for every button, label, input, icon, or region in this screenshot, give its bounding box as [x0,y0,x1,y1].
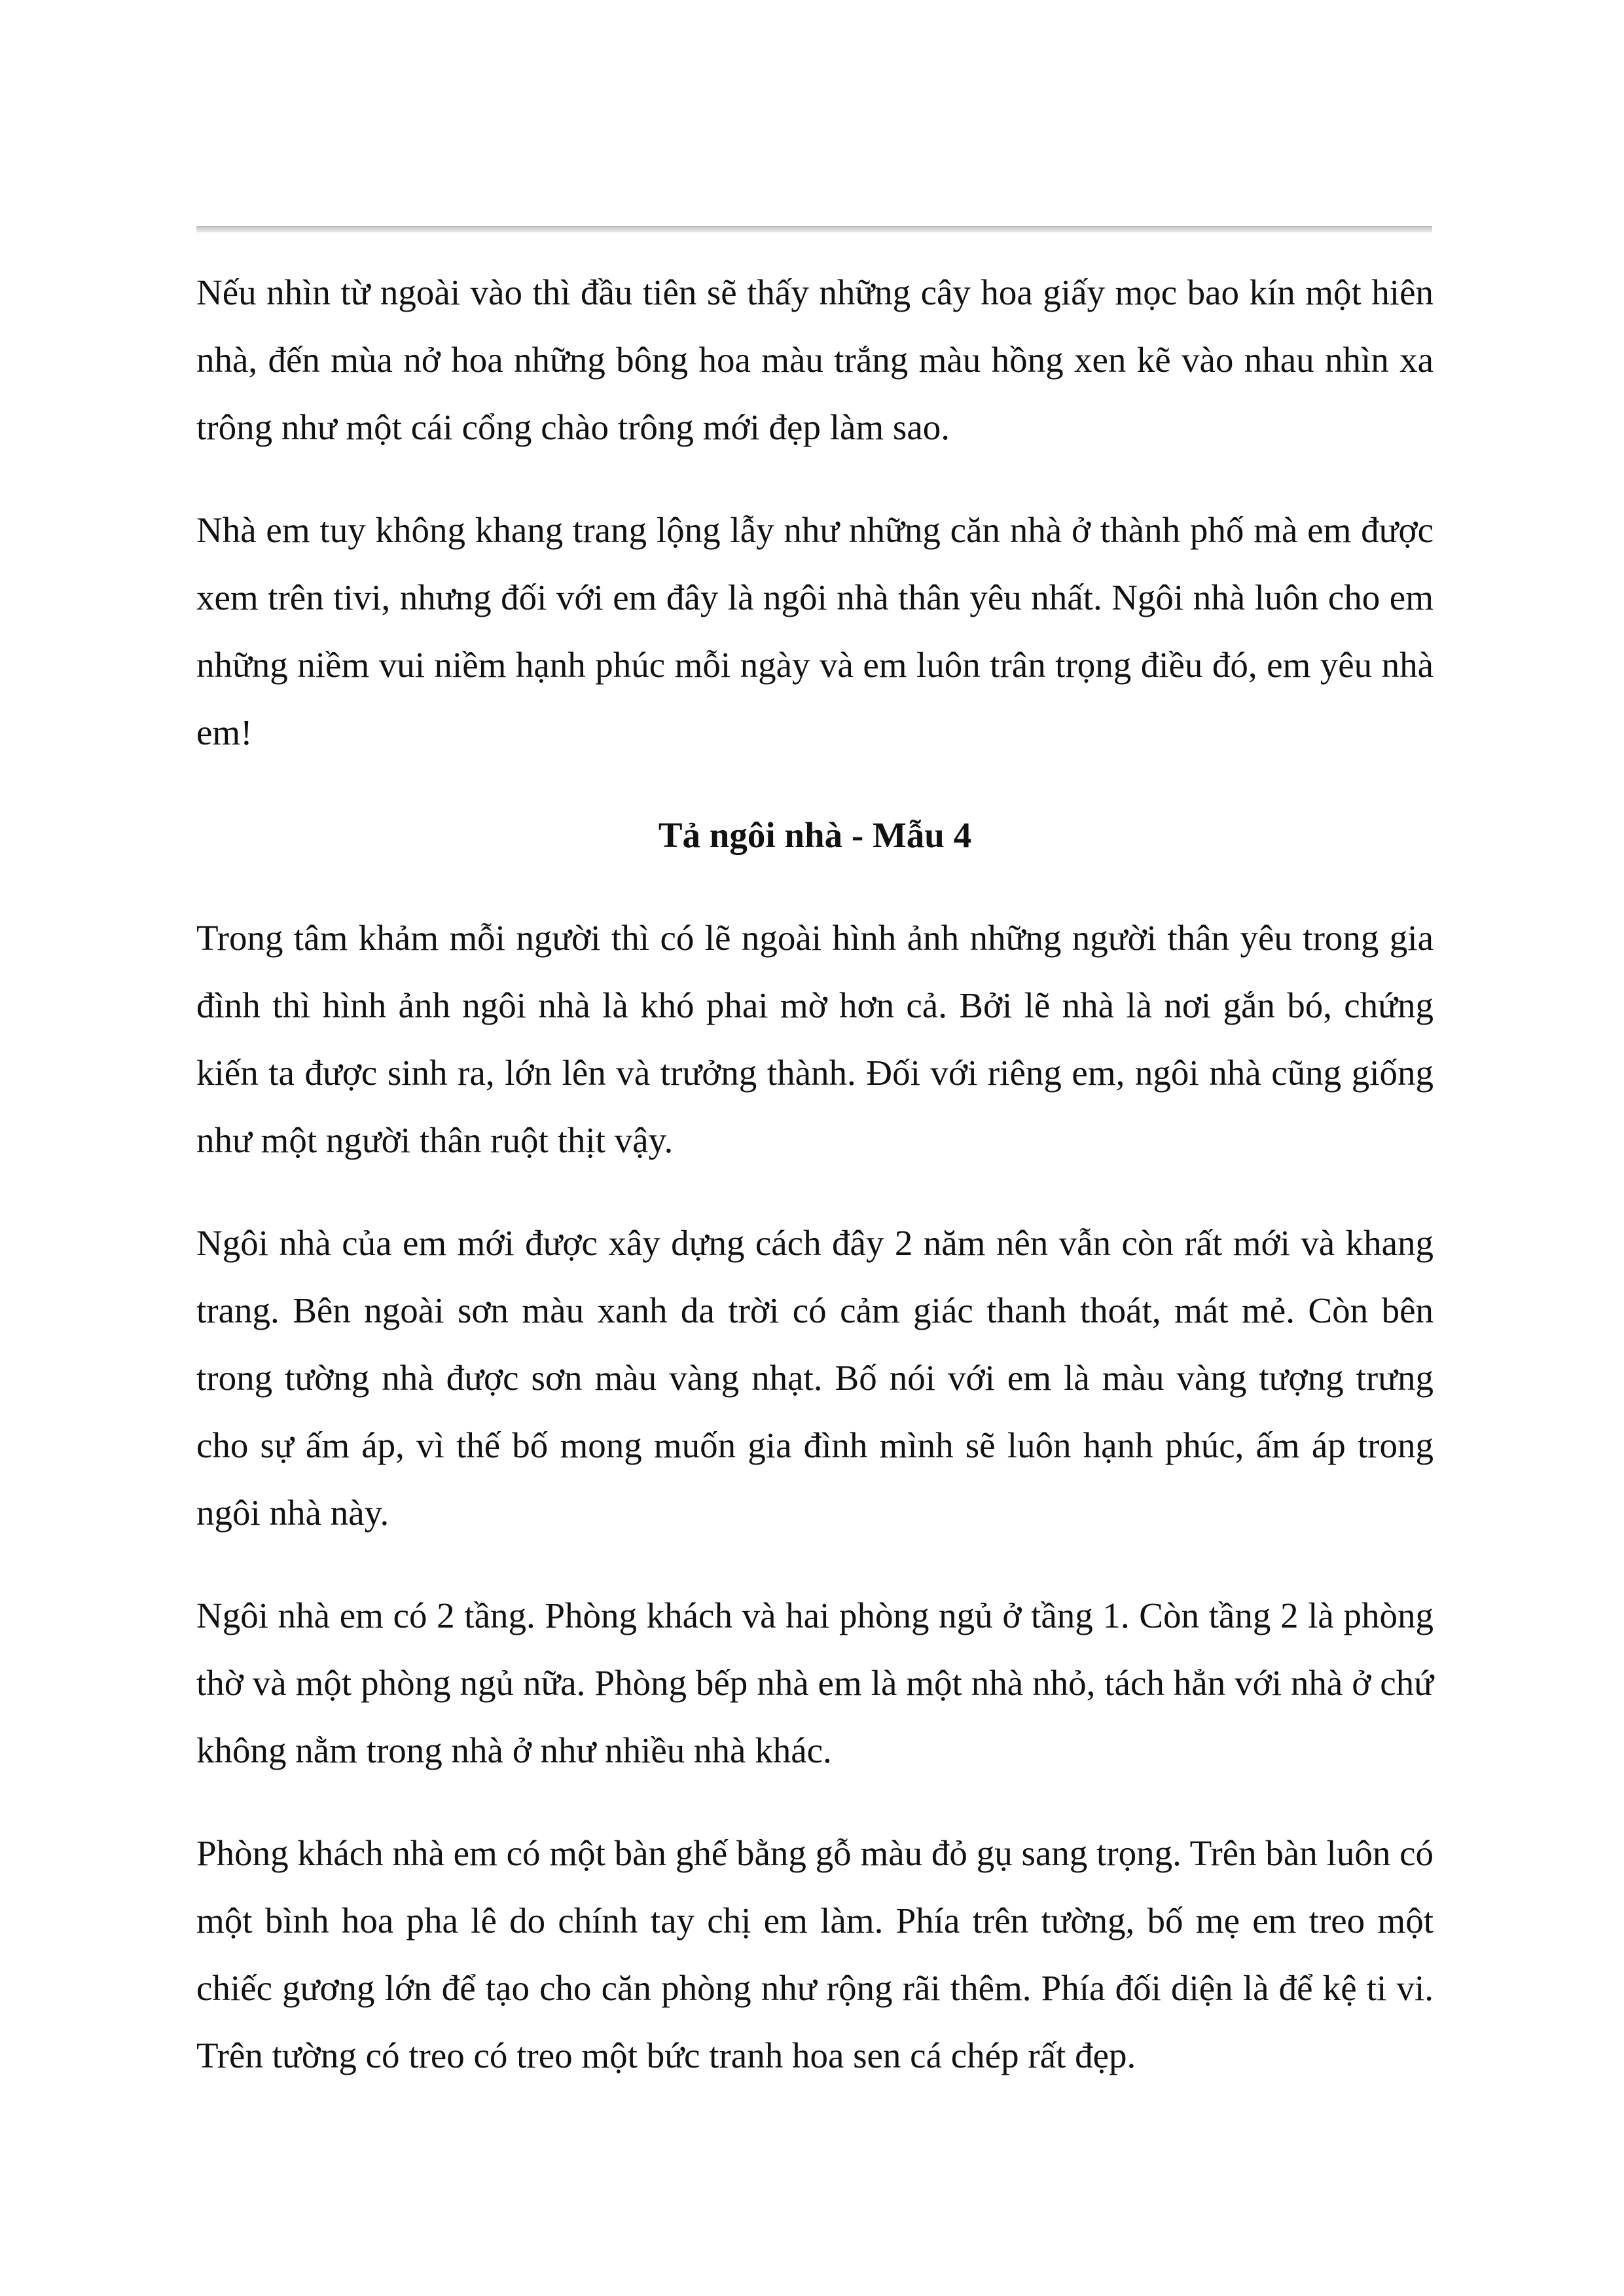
section-heading: Tả ngôi nhà - Mẫu 4 [658,815,972,855]
paragraph-tam-kham: Trong tâm khảm mỗi người thì có lẽ ngoài hình ảnh những người thân yêu trong gia đình thì hình ảnh ngôi nhà là khó phai mờ hơn cả. Bởi lẽ nhà là nơi gắn bó, chứng kiến ta được sinh ra, lớn lên và trưởng thành. Đối với riêng em, ngôi nhà cũng giống như một người thân ruột thịt vậy. [196,918,1434,1160]
paragraph-hai-tang: Ngôi nhà em có 2 tầng. Phòng khách và hai phòng ngủ ở tầng 1. Còn tầng 2 là phòng thờ và một phòng ngủ nữa. Phòng bếp nhà em là một nhà nhỏ, tách hẳn với nhà ở chứ không nằm trong nhà ở như nhiều nhà khác. [196,1595,1434,1770]
top-divider [196,226,1432,232]
document-body [196,259,1434,2124]
paragraph-nha-em: Nhà em tuy không khang trang lộng lẫy như những căn nhà ở thành phố mà em được xem trên tivi, nhưng đối với em đây là ngôi nhà thân yêu nhất. Ngôi nhà luôn cho em những niềm vui niềm hạnh phúc mỗi ngày và em luôn trân trọng điều đó, em yêu nhà em! [196,510,1434,752]
paragraph-hoa-giay: Nếu nhìn từ ngoài vào thì đầu tiên sẽ thấy những cây hoa giấy mọc bao kín một hiên nhà, đến mùa nở hoa những bông hoa màu trắng màu hồng xen kẽ vào nhau nhìn xa trông như một cái cổng chào trông mới đẹp làm sao. [196,272,1434,447]
paragraph-phong-khach: Phòng khách nhà em có một bàn ghế bằng gỗ màu đỏ gụ sang trọng. Trên bàn luôn có một bình hoa pha lê do chính tay chị em làm. Phía trên tường, bố mẹ em treo một chiếc gương lớn để tạo cho căn phòng như rộng rãi thêm. Phía đối diện là để kệ ti vi. Trên tường có treo có treo một bức tranh hoa sen cá chép rất đẹp. [196,1833,1434,2075]
paragraph-xay-dung: Ngôi nhà của em mới được xây dựng cách đây 2 năm nên vẫn còn rất mới và khang trang. Bên ngoài sơn màu xanh da trời có cảm giác thanh thoát, mát mẻ. Còn bên trong tường nhà được sơn màu vàng nhạt. Bố nói với em là màu vàng tượng trưng cho sự ấm áp, vì thế bố mong muốn gia đình mình sẽ luôn hạnh phúc, ấm áp trong ngôi nhà này. [196,1223,1434,1533]
